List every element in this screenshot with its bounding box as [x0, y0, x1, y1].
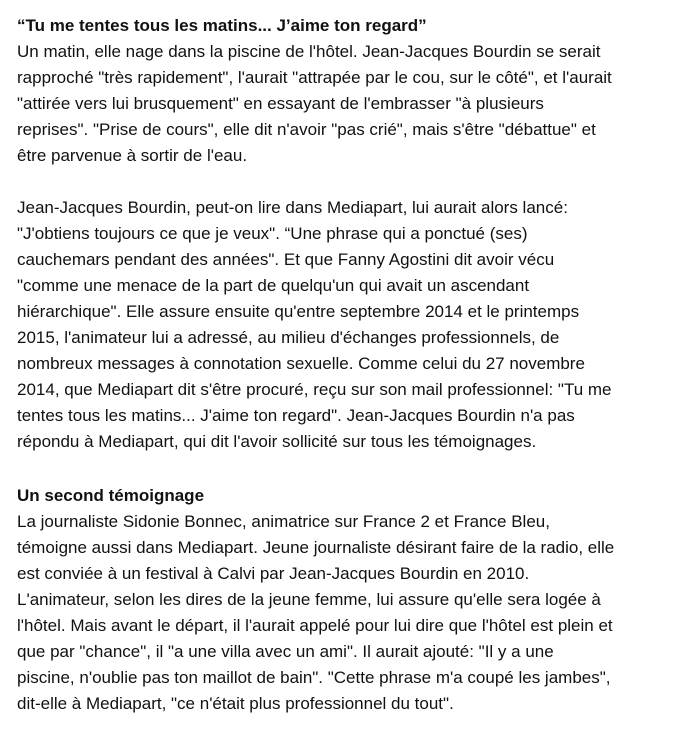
- paragraph-second-testimony: [17, 509, 657, 717]
- text-line: l'hôtel. Mais avant le départ, il l'aurait appelé pour lui dire que l'hôtel est plein et: [17, 616, 613, 635]
- text-line: témoigne aussi dans Mediapart. Jeune journaliste désirant faire de la radio, elle: [17, 538, 615, 557]
- text-line: La journaliste Sidonie Bonnec, animatrice sur France 2 et France Bleu,: [17, 512, 550, 531]
- text-line: "comme une menace de la part de quelqu'un qui avait un ascendant: [17, 276, 530, 295]
- text-line: L'animateur, selon les dires de la jeune femme, lui assure qu'elle sera logée à: [17, 590, 601, 609]
- text-line: Un matin, elle nage dans la piscine de l'hôtel. Jean-Jacques Bourdin se serait: [17, 42, 601, 61]
- text-line: est conviée à un festival à Calvi par Jean-Jacques Bourdin en 2010.: [17, 564, 530, 583]
- text-line: 2015, l'animateur lui a adressé, au milieu d'échanges professionnels, de: [17, 328, 560, 347]
- paragraph-pool-incident: [17, 39, 657, 169]
- section-heading-second-testimony: Un second témoignage: [17, 486, 205, 505]
- text-line: être parvenue à sortir de l'eau.: [17, 146, 248, 165]
- text-line: répondu à Mediapart, qui dit l'avoir sollicité sur tous les témoignages.: [17, 432, 537, 451]
- text-line: Jean-Jacques Bourdin, peut-on lire dans Mediapart, lui aurait alors lancé:: [17, 198, 568, 217]
- text-line: rapproché "très rapidement", l'aurait "attrapée par le cou, sur le côté", et l'aurait: [17, 68, 612, 87]
- text-line: reprises". "Prise de cours", elle dit n'avoir "pas crié", mais s'être "débattue" et: [17, 120, 596, 139]
- text-line: nombreux messages à connotation sexuelle. Comme celui du 27 novembre: [17, 354, 585, 373]
- text-line: hiérarchique". Elle assure ensuite qu'entre septembre 2014 et le printemps: [17, 302, 580, 321]
- text-line: que par "chance", il "a une villa avec un ami". Il aurait ajouté: "Il y a une: [17, 642, 554, 661]
- text-line: cauchemars pendant des années". Et que Fanny Agostini dit avoir vécu: [17, 250, 555, 269]
- paragraph-messages: [17, 195, 657, 455]
- section-heading-quote: “Tu me tentes tous les matins... J’aime ton regard”: [17, 16, 427, 35]
- text-line: "J'obtiens toujours ce que je veux". “Une phrase qui a ponctué (ses): [17, 224, 528, 243]
- text-line: tentes tous les matins... J'aime ton regard". Jean-Jacques Bourdin n'a pas: [17, 406, 575, 425]
- text-line: 2014, que Mediapart dit s'être procuré, reçu sur son mail professionnel: "Tu me: [17, 380, 612, 399]
- text-line: "attirée vers lui brusquement" en essayant de l'embrasser "à plusieurs: [17, 94, 544, 113]
- text-line: piscine, n'oublie pas ton maillot de bain". "Cette phrase m'a coupé les jambes",: [17, 668, 611, 687]
- text-line: dit-elle à Mediapart, "ce n'était plus professionnel du tout".: [17, 694, 454, 713]
